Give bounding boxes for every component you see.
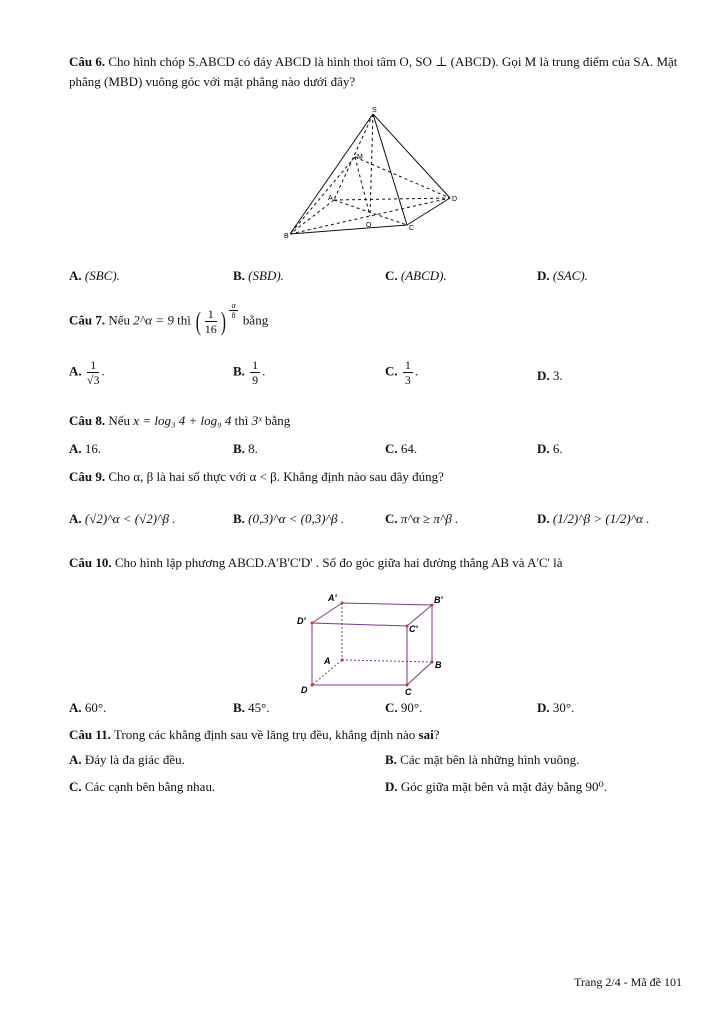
question-8-label: Câu 8. xyxy=(69,413,106,428)
option-b[interactable]: B. 45°. xyxy=(233,700,270,715)
option-c[interactable]: C. Các cạnh bên bằng nhau. xyxy=(69,779,216,794)
exponent-alpha-8: $\frac{\alpha}{8}$ xyxy=(231,301,236,320)
label-B: B xyxy=(435,660,442,670)
option-a[interactable]: A. (SBC). xyxy=(69,268,120,283)
option-b[interactable]: B. (SBD). xyxy=(233,268,284,283)
question-11-emphasis: sai xyxy=(418,727,434,742)
option-a[interactable]: A. 60°. xyxy=(69,700,107,715)
option-c[interactable]: C. 90°. xyxy=(385,700,423,715)
option-d[interactable]: D. (SAC). xyxy=(537,268,588,283)
question-9 xyxy=(69,469,444,485)
question-9-label: Câu 9. xyxy=(69,469,106,484)
label-B1: B' xyxy=(434,595,443,605)
question-6-label: Câu 6. xyxy=(69,54,106,69)
label-D1: D' xyxy=(297,616,306,626)
label-S: S xyxy=(372,107,377,114)
question-11-label: Câu 11. xyxy=(69,727,111,742)
option-d[interactable]: D. (1/2)^β > (1/2)^α . xyxy=(537,511,650,526)
question-8: Câu 8. Nếu x = log₃ 4 + log₉ 4 thì 3ˣ bằng xyxy=(69,413,291,428)
label-A: A xyxy=(328,195,333,202)
question-9-text: Cho α, β là hai số thực với α < β. Khẳng định nào sau đây đúng? xyxy=(108,469,444,484)
question-7-label: Câu 7. xyxy=(69,312,106,328)
label-C: C xyxy=(405,687,412,697)
option-b[interactable]: B. 8. xyxy=(233,441,258,456)
label-A1: A' xyxy=(328,593,337,603)
question-7: Câu 7. Nếu 2^α = 9 thì ( $\frac{1}{16}$ ) $\frac{\alpha}{8}$ bằng xyxy=(69,301,269,336)
option-a[interactable]: A. $\frac{1}{√3}$ . xyxy=(69,358,105,387)
question-6-text: Cho hình chóp S.ABCD có đáy ABCD là hình thoi tâm O, SO ⊥ (ABCD). Gọi M là trung điểm của SA. Mặt phẳng (MBD) vuông góc với mặt phẳng nào dưới đây? xyxy=(69,54,678,89)
option-d[interactable]: D. 3. xyxy=(537,368,563,383)
option-a[interactable]: A. (√2)^α < (√2)^β . xyxy=(69,511,176,526)
question-11: Câu 11. Trong các khẳng định sau về lăng trụ đều, khẳng định nào sai? xyxy=(69,727,440,742)
pyramid-figure xyxy=(282,104,462,242)
question-10-label: Câu 10. xyxy=(69,555,112,570)
label-D: D xyxy=(301,685,308,695)
label-B: B xyxy=(284,233,289,240)
page-footer: Trang 2/4 - Mã đề 101 xyxy=(574,975,682,989)
option-b[interactable]: B. Các mặt bên là những hình vuông. xyxy=(385,752,580,767)
label-M: M xyxy=(357,154,363,161)
option-c[interactable]: C. π^α ≥ π^β . xyxy=(385,511,459,526)
option-a[interactable]: A. 16. xyxy=(69,441,102,456)
option-c[interactable]: C. (ABCD). xyxy=(385,268,447,283)
option-b[interactable]: B. (0,3)^α < (0,3)^β . xyxy=(233,511,345,526)
label-C: C xyxy=(409,225,415,232)
option-d[interactable]: D. Góc giữa mặt bên và mặt đáy bằng 90⁰. xyxy=(385,779,608,794)
label-A: A xyxy=(324,656,331,666)
question-10-text: Cho hình lập phương ABCD.A'B'C'D' . Số đo góc giữa hai đường thẳng AB và A'C' là xyxy=(114,555,563,570)
question-10 xyxy=(69,555,562,571)
option-d[interactable]: D. 30°. xyxy=(537,700,575,715)
label-O: O xyxy=(366,222,372,229)
option-c[interactable]: C. 64. xyxy=(385,441,418,456)
cube-figure xyxy=(292,590,452,700)
question-8-expression: x = log₃ 4 + log₉ 4 xyxy=(133,413,232,428)
option-d[interactable]: D. 6. xyxy=(537,441,563,456)
label-D: D xyxy=(452,196,458,203)
fraction-1-16: $\frac{1}{16}$ xyxy=(204,307,217,336)
question-7-condition: 2^α = 9 xyxy=(133,312,174,328)
option-a[interactable]: A. Đáy là đa giác đều. xyxy=(69,752,185,767)
option-c[interactable]: C. $\frac{1}{3}$ . xyxy=(385,358,419,387)
label-C1: C' xyxy=(409,624,418,634)
question-11-text: Trong các khẳng định sau về lăng trụ đều, khẳng định nào xyxy=(113,727,416,742)
question-6 xyxy=(69,52,682,92)
option-b[interactable]: B. $\frac{1}{9}$ . xyxy=(233,358,266,387)
